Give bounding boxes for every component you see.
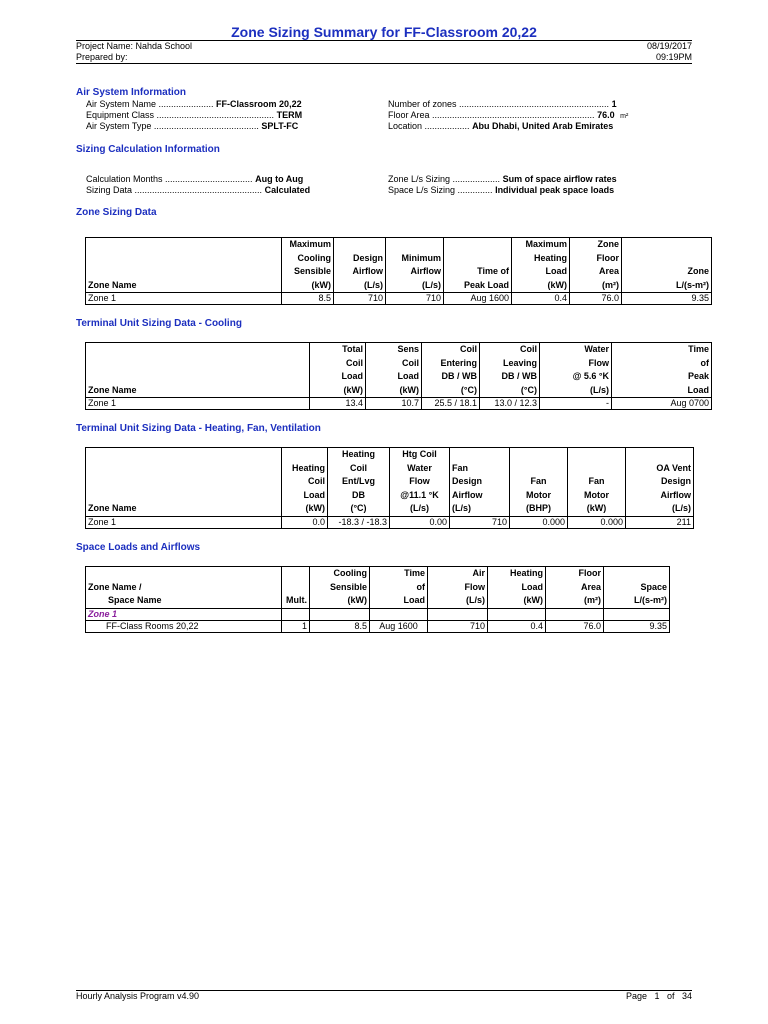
col-fan-motor-bhp: Fan Motor (BHP) [510, 448, 568, 517]
air-system-type-label: Air System Type .......................................... [86, 121, 259, 131]
col-total-coil-load: Total Coil Load (kW) [310, 343, 366, 398]
cell-floor-area: 76.0 [546, 620, 604, 632]
table-row [86, 608, 670, 620]
col-space-ls-m2: Space L/(s-m²) [604, 567, 670, 609]
cell-heating-load: 0.4 [488, 620, 546, 632]
number-of-zones-value: 1 [611, 99, 617, 109]
zone-sizing-heading: Zone Sizing Data [76, 207, 157, 218]
col-heating-coil-load: Heating Coil Load (kW) [282, 448, 328, 517]
air-system-name-row [86, 99, 302, 110]
cell-design-airflow: 710 [334, 293, 386, 305]
number-of-zones-row [388, 99, 617, 110]
space-loads-heading: Space Loads and Airflows [76, 542, 201, 553]
col-sens-coil-load: Sens Coil Load (kW) [366, 343, 422, 398]
header-rule-bottom [76, 63, 692, 64]
cell-time-of-peak: Aug 1600 [444, 293, 512, 305]
sizing-data-row [86, 185, 310, 196]
cell-coil-leaving: 13.0 / 12.3 [480, 398, 540, 410]
cell-cooling-sensible: 8.5 [310, 620, 370, 632]
col-htg-coil-water-flow: Htg Coil Water Flow @11.1 °K (L/s) [390, 448, 450, 517]
col-time-of-peak-load: Time of Peak Load [444, 238, 512, 293]
report-date: 08/19/2017 [646, 41, 692, 51]
cell-space-name: FF-Class Rooms 20,22 [86, 620, 282, 632]
program-name: Hourly Analysis Program v4.90 [76, 991, 200, 1001]
page-number: Page 1 of 34 [625, 991, 692, 1001]
cell-sens-coil-load: 10.7 [366, 398, 422, 410]
col-mult: Mult. [282, 567, 310, 609]
col-fan-motor-kw: Fan Motor (kW) [568, 448, 626, 517]
col-heating-load: Heating Load (kW) [488, 567, 546, 609]
air-system-name-label: Air System Name ...................... [86, 99, 214, 109]
report-time: 09:19PM [655, 52, 692, 62]
col-design-airflow: Design Airflow (L/s) [334, 238, 386, 293]
tu-heating-heading: Terminal Unit Sizing Data - Heating, Fan, Ventilation [76, 423, 321, 434]
col-water-flow: Water Flow @ 5.6 °K (L/s) [540, 343, 612, 398]
equipment-class-label: Equipment Class ............................................... [86, 110, 275, 120]
table-row [86, 293, 712, 305]
col-minimum-airflow: Minimum Airflow (L/s) [386, 238, 444, 293]
col-zone-name: Zone Name [86, 448, 282, 517]
number-of-zones-label: Number of zones ............................................................ [388, 99, 610, 109]
calc-months-value: Aug to Aug [255, 174, 304, 184]
cell-time-of-peak: Aug 0700 [612, 398, 712, 410]
col-zone-ls-m2: Zone L/(s-m²) [622, 238, 712, 293]
col-air-flow: Air Flow (L/s) [428, 567, 488, 609]
cell-heating-coil-ent-lvg: -18.3 / -18.3 [328, 516, 390, 528]
cell-oa-vent-airflow: 211 [626, 516, 694, 528]
calc-months-label: Calculation Months ................................... [86, 174, 253, 184]
col-zone-floor-area: Zone Floor Area (m²) [570, 238, 622, 293]
space-ls-sizing-label: Space L/s Sizing .............. [388, 185, 493, 195]
table-row [86, 398, 712, 410]
tu-cooling-table [85, 342, 712, 410]
col-time-of-load: Time of Load [370, 567, 428, 609]
col-zone-space-name: Zone Name / Space Name [86, 567, 282, 609]
cell-total-coil-load: 13.4 [310, 398, 366, 410]
cell-cooling-sensible: 8.5 [282, 293, 334, 305]
sizing-data-label: Sizing Data ................................................... [86, 185, 263, 195]
col-coil-leaving: Coil Leaving DB / WB (°C) [480, 343, 540, 398]
sizing-calc-heading: Sizing Calculation Information [76, 144, 220, 155]
cell-zone-name: Zone 1 [86, 516, 282, 528]
col-zone-name: Zone Name [86, 238, 282, 293]
floor-area-unit: m² [620, 113, 629, 120]
prepared-by: Prepared by: [76, 52, 128, 62]
col-zone-name: Zone Name [86, 343, 310, 398]
cell-fan-motor-bhp: 0.000 [510, 516, 568, 528]
col-oa-vent-airflow: OA Vent Design Airflow (L/s) [626, 448, 694, 517]
floor-area-label: Floor Area ................................................................. [388, 110, 595, 120]
cell-air-flow: 710 [428, 620, 488, 632]
sizing-data-value: Calculated [264, 185, 311, 195]
col-max-heating-load: Maximum Heating Load (kW) [512, 238, 570, 293]
col-floor-area: Floor Area (m²) [546, 567, 604, 609]
col-coil-entering: Coil Entering DB / WB (°C) [422, 343, 480, 398]
page-title: Zone Sizing Summary for FF-Classroom 20,22 [231, 24, 537, 40]
zone-ls-sizing-row [388, 174, 617, 185]
cell-coil-entering: 25.5 / 18.1 [422, 398, 480, 410]
col-heating-coil-ent-lvg: Heating Coil Ent/Lvg DB (°C) [328, 448, 390, 517]
project-name: Project Name: Nahda School [76, 41, 193, 51]
zone-ls-sizing-value: Sum of space airflow rates [502, 174, 617, 184]
air-system-type-value: SPLT-FC [261, 121, 299, 131]
zone-sizing-table [85, 237, 712, 305]
cell-heating-coil-load: 0.0 [282, 516, 328, 528]
equipment-class-value: TERM [276, 110, 303, 120]
space-ls-sizing-row [388, 185, 614, 196]
location-value: Abu Dhabi, United Arab Emirates [472, 121, 614, 131]
col-time-of-peak-load: Time of Peak Load [612, 343, 712, 398]
zone-group-label: Zone 1 [86, 608, 282, 620]
cell-heating-load: 0.4 [512, 293, 570, 305]
tu-heating-table [85, 447, 694, 529]
cell-fan-design-airflow: 710 [450, 516, 510, 528]
tu-cooling-heading: Terminal Unit Sizing Data - Cooling [76, 318, 242, 329]
zone-ls-sizing-label: Zone L/s Sizing ................... [388, 174, 501, 184]
cell-mult: 1 [282, 620, 310, 632]
table-row [86, 620, 670, 632]
cell-zone-ls-m2: 9.35 [622, 293, 712, 305]
cell-htg-coil-water-flow: 0.00 [390, 516, 450, 528]
cell-zone-name: Zone 1 [86, 398, 310, 410]
air-system-type-row [86, 121, 298, 132]
table-row [86, 516, 694, 528]
col-fan-design-airflow: Fan Design Airflow (L/s) [450, 448, 510, 517]
air-system-heading: Air System Information [76, 87, 187, 98]
cell-floor-area: 76.0 [570, 293, 622, 305]
cell-fan-motor-kw: 0.000 [568, 516, 626, 528]
calc-months-row [86, 174, 303, 185]
floor-area-value: 76.0 [597, 110, 615, 120]
col-cooling-sensible: Cooling Sensible (kW) [310, 567, 370, 609]
cell-time-of-load: Aug 1600 [370, 620, 428, 632]
cell-minimum-airflow: 710 [386, 293, 444, 305]
location-row [388, 121, 613, 132]
cell-water-flow: - [540, 398, 612, 410]
space-ls-sizing-value: Individual peak space loads [495, 185, 615, 195]
air-system-name-value: FF-Classroom 20,22 [216, 99, 302, 109]
cell-space-ls-m2: 9.35 [604, 620, 670, 632]
location-label: Location .................. [388, 121, 470, 131]
equipment-class-row [86, 110, 302, 121]
space-loads-table [85, 566, 670, 633]
cell-zone-name: Zone 1 [86, 293, 282, 305]
col-max-cooling-sensible: Maximum Cooling Sensible (kW) [282, 238, 334, 293]
